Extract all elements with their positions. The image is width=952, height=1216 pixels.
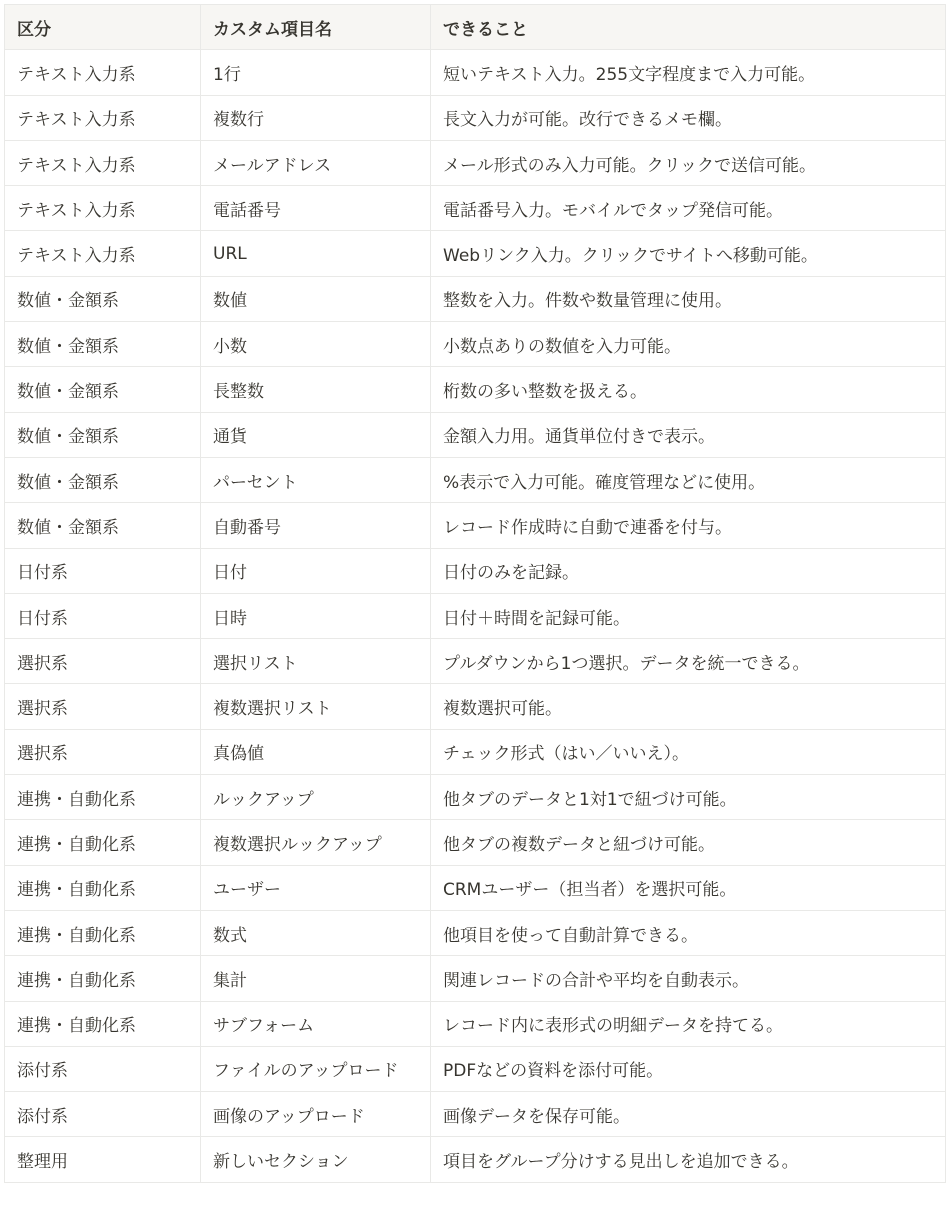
table-row	[5, 503, 946, 548]
cell-field-name: サブフォーム	[201, 1001, 431, 1046]
table-body	[5, 50, 946, 1182]
cell-category: 数値・金額系	[5, 412, 201, 457]
cell-capability: Webリンク入力。クリックでサイトへ移動可能。	[431, 231, 946, 276]
custom-field-table-container	[4, 4, 945, 1183]
cell-capability: PDFなどの資料を添付可能。	[431, 1046, 946, 1091]
cell-capability: 他項目を使って自動計算できる。	[431, 910, 946, 955]
cell-category: 連携・自動化系	[5, 820, 201, 865]
custom-field-table	[4, 4, 946, 1183]
cell-category: 数値・金額系	[5, 503, 201, 548]
cell-field-name: 電話番号	[201, 186, 431, 231]
cell-category: 連携・自動化系	[5, 956, 201, 1001]
cell-category: 添付系	[5, 1046, 201, 1091]
table-row	[5, 684, 946, 729]
cell-capability: 関連レコードの合計や平均を自動表示。	[431, 956, 946, 1001]
cell-category: テキスト入力系	[5, 186, 201, 231]
cell-category: テキスト入力系	[5, 50, 201, 95]
table-row	[5, 775, 946, 820]
cell-category: 選択系	[5, 684, 201, 729]
cell-capability: 桁数の多い整数を扱える。	[431, 367, 946, 412]
cell-capability: 電話番号入力。モバイルでタップ発信可能。	[431, 186, 946, 231]
cell-capability: 複数選択可能。	[431, 684, 946, 729]
cell-capability: %表示で入力可能。確度管理などに使用。	[431, 457, 946, 502]
cell-category: テキスト入力系	[5, 95, 201, 140]
table-row	[5, 593, 946, 638]
cell-capability: レコード内に表形式の明細データを持てる。	[431, 1001, 946, 1046]
table-row	[5, 956, 946, 1001]
cell-field-name: 画像のアップロード	[201, 1092, 431, 1137]
cell-field-name: 選択リスト	[201, 639, 431, 684]
cell-field-name: 数式	[201, 910, 431, 955]
cell-category: 連携・自動化系	[5, 1001, 201, 1046]
cell-capability: 整数を入力。件数や数量管理に使用。	[431, 276, 946, 321]
cell-capability: 画像データを保存可能。	[431, 1092, 946, 1137]
cell-field-name: ルックアップ	[201, 775, 431, 820]
cell-field-name: URL	[201, 231, 431, 276]
cell-field-name: ユーザー	[201, 865, 431, 910]
cell-capability: 小数点ありの数値を入力可能。	[431, 322, 946, 367]
cell-category: 選択系	[5, 729, 201, 774]
cell-capability: 項目をグループ分けする見出しを追加できる。	[431, 1137, 946, 1182]
cell-capability: 日付のみを記録。	[431, 548, 946, 593]
cell-capability: レコード作成時に自動で連番を付与。	[431, 503, 946, 548]
header-category: 区分	[5, 5, 201, 50]
cell-capability: プルダウンから1つ選択。データを統一できる。	[431, 639, 946, 684]
cell-category: 選択系	[5, 639, 201, 684]
table-row	[5, 412, 946, 457]
table-row	[5, 865, 946, 910]
cell-field-name: 新しいセクション	[201, 1137, 431, 1182]
cell-field-name: 自動番号	[201, 503, 431, 548]
cell-capability: 金額入力用。通貨単位付きで表示。	[431, 412, 946, 457]
cell-field-name: パーセント	[201, 457, 431, 502]
cell-capability: チェック形式（はい／いいえ）。	[431, 729, 946, 774]
cell-field-name: 日付	[201, 548, 431, 593]
cell-category: 数値・金額系	[5, 322, 201, 367]
cell-category: 数値・金額系	[5, 367, 201, 412]
cell-field-name: 複数行	[201, 95, 431, 140]
cell-capability: 短いテキスト入力。255文字程度まで入力可能。	[431, 50, 946, 95]
table-row	[5, 50, 946, 95]
cell-capability: メール形式のみ入力可能。クリックで送信可能。	[431, 140, 946, 185]
cell-capability: 他タブのデータと1対1で紐づけ可能。	[431, 775, 946, 820]
header-field-name: カスタム項目名	[201, 5, 431, 50]
cell-field-name: 真偽値	[201, 729, 431, 774]
header-capability: できること	[431, 5, 946, 50]
cell-capability: CRMユーザー（担当者）を選択可能。	[431, 865, 946, 910]
cell-capability: 他タブの複数データと紐づけ可能。	[431, 820, 946, 865]
table-row	[5, 820, 946, 865]
cell-field-name: 数値	[201, 276, 431, 321]
cell-category: テキスト入力系	[5, 231, 201, 276]
cell-category: 連携・自動化系	[5, 865, 201, 910]
table-row	[5, 276, 946, 321]
cell-field-name: 小数	[201, 322, 431, 367]
cell-category: 日付系	[5, 548, 201, 593]
cell-field-name: 複数選択ルックアップ	[201, 820, 431, 865]
table-row	[5, 729, 946, 774]
cell-field-name: 集計	[201, 956, 431, 1001]
cell-category: 添付系	[5, 1092, 201, 1137]
table-row	[5, 1092, 946, 1137]
table-row	[5, 457, 946, 502]
table-row	[5, 367, 946, 412]
cell-capability: 日付＋時間を記録可能。	[431, 593, 946, 638]
cell-category: 数値・金額系	[5, 276, 201, 321]
table-row	[5, 548, 946, 593]
cell-field-name: 長整数	[201, 367, 431, 412]
cell-field-name: 1行	[201, 50, 431, 95]
table-row	[5, 1001, 946, 1046]
cell-category: 連携・自動化系	[5, 775, 201, 820]
cell-category: 日付系	[5, 593, 201, 638]
table-row	[5, 1137, 946, 1182]
table-row	[5, 140, 946, 185]
cell-field-name: 日時	[201, 593, 431, 638]
cell-category: 整理用	[5, 1137, 201, 1182]
table-row	[5, 910, 946, 955]
cell-category: 連携・自動化系	[5, 910, 201, 955]
cell-field-name: 通貨	[201, 412, 431, 457]
table-row	[5, 1046, 946, 1091]
table-row	[5, 322, 946, 367]
cell-category: 数値・金額系	[5, 457, 201, 502]
table-row	[5, 186, 946, 231]
cell-field-name: 複数選択リスト	[201, 684, 431, 729]
table-row	[5, 639, 946, 684]
table-header-row	[5, 5, 946, 50]
cell-field-name: ファイルのアップロード	[201, 1046, 431, 1091]
cell-capability: 長文入力が可能。改行できるメモ欄。	[431, 95, 946, 140]
table-row	[5, 95, 946, 140]
table-row	[5, 231, 946, 276]
cell-field-name: メールアドレス	[201, 140, 431, 185]
cell-category: テキスト入力系	[5, 140, 201, 185]
